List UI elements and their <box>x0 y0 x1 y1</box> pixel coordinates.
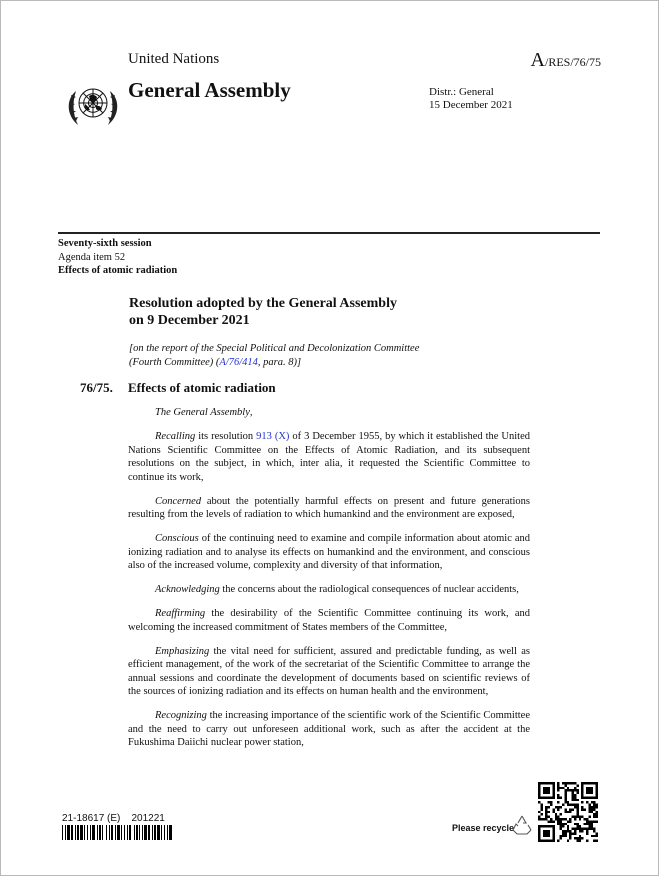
issue-date: 15 December 2021 <box>429 99 513 111</box>
un-emblem-icon <box>62 79 124 131</box>
document-symbol <box>531 49 601 72</box>
barcode-icon <box>62 825 174 840</box>
resolution-link[interactable]: 913 (X) <box>256 431 290 442</box>
body-title: General Assembly <box>128 78 291 102</box>
resolution-number: 76/75. <box>80 380 113 395</box>
job-number: 21-18617 (E) 201221 <box>62 813 165 824</box>
resolution-body <box>128 406 530 760</box>
resolution-heading: Effects of atomic radiation <box>128 380 276 395</box>
agenda-item: Agenda item 52 <box>58 251 126 263</box>
paragraph-lead: Emphasizing <box>155 645 210 657</box>
paragraph-text: of the continuing need to examine and compile information about atomic and ionizing radiation and to analyse its effects on humankind and the environment, and conscious also of the increased volume, complexity and diversity of that information, <box>128 533 530 571</box>
paragraph-text: the increasing importance of the scientific work of the Scientific Committee and the need to carry out unforeseen additional work, such as after the accident at the Fukushima Daiichi nuclear power station, <box>128 710 530 748</box>
resolution-title-line2: on 9 December 2021 <box>129 313 250 328</box>
preamble-paragraph <box>128 406 530 420</box>
preamble-paragraph <box>128 607 530 634</box>
preamble-paragraph <box>128 583 530 597</box>
paragraph-lead: Recalling <box>155 431 196 442</box>
report-line1: [on the report of the Special Political and Decolonization Committee <box>129 343 420 354</box>
paragraph-text: of 3 December 1955, by which it established the United Nations Scientific Committee on the Effects of Atomic Radiation, and its subsequent resolutions on the subject, in which, inter alia, it requested the Scientific Committee to continue its work, <box>128 431 531 483</box>
preamble-paragraph <box>128 709 530 750</box>
preamble-paragraph <box>128 645 530 699</box>
preamble-paragraph <box>128 495 530 522</box>
qr-code-icon <box>538 782 598 842</box>
distribution-block <box>429 86 513 112</box>
resolution-title <box>129 295 397 329</box>
paragraph-text: about the potentially harmful effects on present and future generations resulting from the levels of radiation to which humankind and the environment are exposed, <box>128 495 530 520</box>
preamble-paragraph <box>128 532 530 573</box>
preamble-paragraph <box>128 430 530 484</box>
paragraph-lead: Reaffirming <box>155 608 206 619</box>
report-line2-b: , para. 8)] <box>257 356 302 368</box>
paragraph-text: the vital need for sufficient, assured and predictable funding, as well as efficient management, of the work of the secretariat of the Scientific Committee to arrange the annual sessions and coordinate the development of documents based on scientific reviews of the sources of ionizing radiation and its effects on human health and the environment, <box>128 645 530 697</box>
session-block <box>58 237 177 278</box>
paragraph-lead: Concerned <box>155 495 202 507</box>
paragraph-text: the concerns about the radiological consequences of nuclear accidents, <box>219 584 519 595</box>
report-reference <box>129 342 419 369</box>
report-line2-a: (Fourth Committee) ( <box>129 356 220 368</box>
paragraph-text: the desirability of the Scientific Committee continuing its work, and welcoming the increased commitment of States members of the Committee, <box>128 608 530 633</box>
paragraph-lead: Acknowledging <box>155 584 220 595</box>
symbol-prefix: A <box>530 49 545 71</box>
distribution: Distr.: General <box>429 86 494 98</box>
report-line2 <box>129 356 419 370</box>
report-document-link[interactable]: A/76/414 <box>219 356 258 368</box>
header-rule <box>58 232 600 234</box>
paragraph-lead: Recognizing <box>155 710 207 721</box>
paragraph-text: , <box>249 407 253 418</box>
recycle-icon <box>510 814 534 836</box>
agenda-title: Effects of atomic radiation <box>58 265 178 276</box>
symbol-suffix: /RES/76/75 <box>544 55 601 69</box>
org-name: United Nations <box>128 51 220 67</box>
paragraph-lead: The General Assembly <box>155 407 250 418</box>
paragraph-text: its resolution <box>195 431 257 442</box>
recycle-label: Please recycle <box>452 823 515 833</box>
resolution-title-line1: Resolution adopted by the General Assembly <box>129 296 397 311</box>
paragraph-lead: Conscious <box>155 533 199 544</box>
session-name: Seventy-sixth session <box>58 238 152 249</box>
